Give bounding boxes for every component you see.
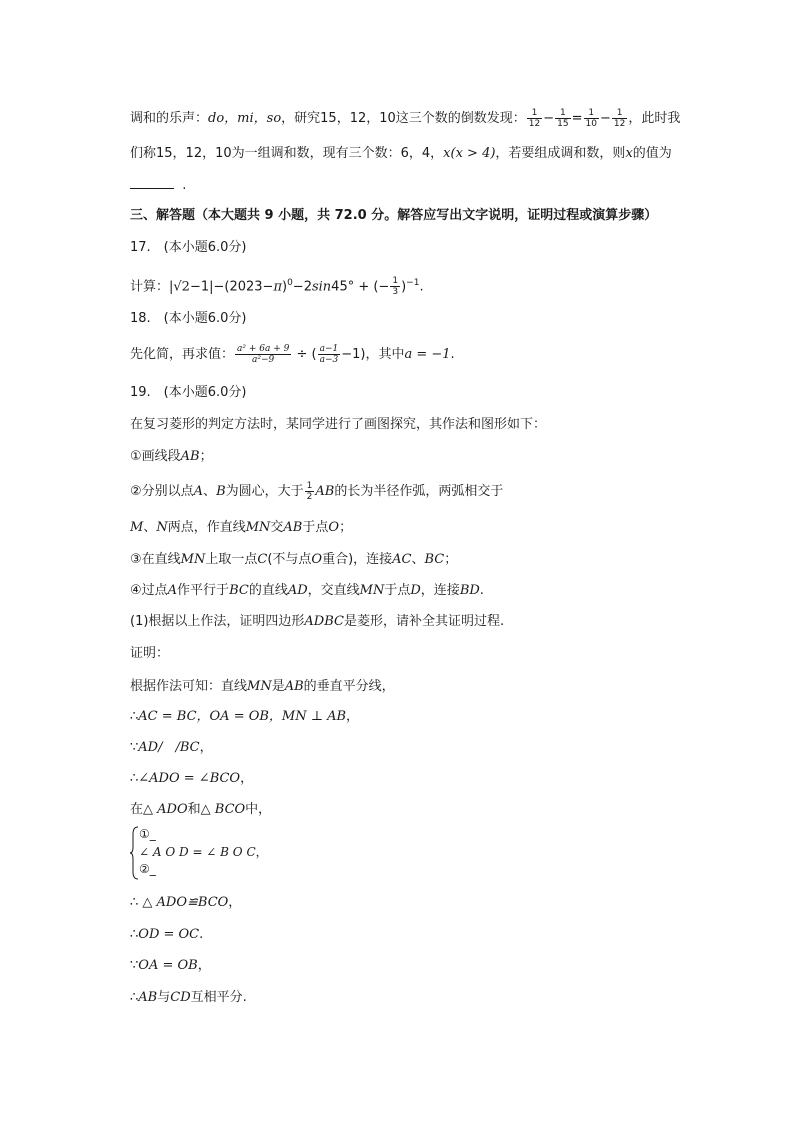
text: ∴ bbox=[130, 895, 143, 910]
math-var: AB bbox=[284, 679, 304, 694]
text: −1)，其中 bbox=[341, 347, 405, 362]
text: ∴ bbox=[130, 990, 139, 1005]
operator: − bbox=[543, 111, 555, 126]
fraction-1-3: $\frac{1}{3}$ bbox=[392, 276, 399, 298]
math-var: MN bbox=[180, 552, 206, 567]
text: ①画线段 bbox=[130, 449, 181, 464]
text: 45° + (− bbox=[331, 279, 390, 295]
math-var: AB bbox=[283, 520, 303, 535]
math-var: AD bbox=[287, 583, 308, 598]
question-18-body bbox=[130, 344, 455, 365]
text: 的长为半径作弧，两弧相交于 bbox=[334, 484, 504, 499]
text: ÷ ( bbox=[292, 347, 317, 362]
text: 重合)，连接 bbox=[322, 552, 393, 567]
proof-line-8 bbox=[130, 956, 211, 976]
text: 两点，作直线 bbox=[167, 520, 246, 535]
fraction-1-10: $\frac{1}{10}$ bbox=[585, 108, 597, 129]
math-var: O bbox=[311, 552, 323, 567]
system-row-3: ②_ bbox=[139, 862, 156, 876]
text: 的垂直平分线， bbox=[303, 679, 395, 694]
math-expr: ∠ A O D = ∠ B O C bbox=[139, 845, 256, 859]
proof-line-1 bbox=[130, 677, 395, 697]
question-18-header: 18. (本小题6.0分) bbox=[130, 311, 247, 326]
text: 作平行于 bbox=[177, 583, 230, 598]
sqrt: √2 bbox=[173, 279, 190, 295]
text: ； bbox=[444, 552, 458, 567]
text: ，研究15，12，10这三个数的倒数发现： bbox=[281, 111, 526, 126]
text: ， bbox=[240, 771, 254, 786]
text-line-harmonic-question bbox=[130, 144, 672, 164]
text: 的直线 bbox=[248, 583, 288, 598]
text: 交 bbox=[270, 520, 284, 535]
text: 根据作法可知：直线 bbox=[130, 679, 248, 694]
text: . bbox=[182, 178, 187, 193]
proof-line-2 bbox=[130, 707, 359, 727]
text: ， bbox=[228, 895, 242, 910]
fraction-1-2: $\frac{1}{2}$ bbox=[306, 481, 313, 502]
text: 互相平分. bbox=[190, 990, 247, 1005]
text: 的值为 bbox=[632, 146, 672, 161]
text: ) bbox=[401, 279, 407, 295]
text-line-harmonic-intro bbox=[130, 108, 680, 129]
text: ； bbox=[199, 449, 213, 464]
fraction-expr-2: $\frac{a-1}{a-3}$ bbox=[319, 344, 339, 365]
math-var: AB bbox=[180, 449, 200, 464]
text: 计算：| bbox=[130, 279, 174, 295]
math-var: AC bbox=[392, 552, 412, 567]
math-expr: ∠ADO = ∠BCO bbox=[138, 771, 241, 786]
math-expr: OD = OC bbox=[138, 927, 200, 942]
math-var: x(x > 4) bbox=[443, 146, 496, 161]
text: 、 bbox=[203, 484, 217, 499]
text: (1)根据以上作法，证明四边形 bbox=[130, 614, 305, 629]
step-1 bbox=[130, 447, 213, 467]
section-heading: 三、解答题（本大题共 9 小题，共 72.0 分。解答应写出文字说明，证明过程或演算步骤） bbox=[130, 208, 658, 223]
text: ， bbox=[346, 709, 360, 724]
text: ，连接 bbox=[420, 583, 460, 598]
text: 于点 bbox=[384, 583, 411, 598]
text: 为圆心，大于 bbox=[225, 484, 304, 499]
step-2-continued bbox=[130, 518, 352, 538]
text: . bbox=[419, 279, 424, 295]
math-func: sin bbox=[311, 279, 332, 295]
text: ； bbox=[339, 520, 353, 535]
fraction-1-12b: $\frac{1}{12}$ bbox=[613, 108, 626, 129]
text: ②分别以点 bbox=[130, 484, 194, 499]
text: ，交直线 bbox=[307, 583, 360, 598]
system-row-2 bbox=[139, 845, 268, 859]
math-var: MN bbox=[247, 679, 272, 694]
system-row-1: ①_ bbox=[139, 827, 156, 841]
part-1-prompt bbox=[130, 612, 504, 632]
math-var: AB bbox=[138, 990, 158, 1005]
math-expr: AD/ /BC bbox=[138, 740, 200, 755]
text: ∵ bbox=[130, 740, 139, 755]
text: −2 bbox=[292, 279, 312, 295]
fraction-expr-1: $\frac{\text{a² + 6a + 9}}{\text{a²−9}}$ bbox=[237, 344, 290, 365]
math-var: B bbox=[216, 484, 226, 499]
exponent: −1 bbox=[406, 278, 420, 288]
text: ④过点 bbox=[130, 583, 168, 598]
math-var: π bbox=[273, 279, 282, 295]
proof-line-9 bbox=[130, 988, 247, 1008]
math-expr: OA = OB bbox=[138, 958, 198, 973]
math-var: MN bbox=[359, 583, 385, 598]
math-var: O bbox=[328, 520, 340, 535]
text: 在 bbox=[130, 802, 144, 817]
math-var: CD bbox=[170, 990, 191, 1005]
text: 、 bbox=[411, 552, 425, 567]
math-var: A bbox=[193, 484, 204, 499]
text: 调和的乐声： bbox=[130, 111, 209, 126]
text: 们称15，12，10为一组调和数，现有三个数：6，4， bbox=[130, 146, 444, 161]
math-var: BC bbox=[424, 552, 445, 567]
text: 是 bbox=[271, 679, 285, 694]
math-var: x bbox=[625, 146, 633, 161]
step-4 bbox=[130, 581, 484, 601]
equation-system bbox=[130, 826, 290, 880]
text: 与 bbox=[157, 990, 171, 1005]
text: −1|−(2023− bbox=[189, 279, 274, 295]
math-var: N bbox=[156, 520, 168, 535]
solfege-vars: do，mi，so bbox=[208, 111, 282, 126]
proof-label: 证明： bbox=[130, 646, 170, 661]
text: . bbox=[479, 583, 484, 598]
step-2 bbox=[130, 481, 503, 502]
text: ) bbox=[281, 279, 288, 295]
fraction-1-15: $\frac{1}{15}$ bbox=[557, 108, 569, 129]
text: 中， bbox=[245, 802, 272, 817]
proof-line-4 bbox=[130, 769, 253, 789]
text: . bbox=[450, 347, 455, 362]
operator: = bbox=[571, 111, 583, 126]
text: ∴ bbox=[130, 771, 139, 786]
text: 是菱形，请补全其证明过程. bbox=[343, 614, 505, 629]
math-expr: △ BCO bbox=[200, 802, 246, 817]
question-19-header: 19. (本小题6.0分) bbox=[130, 385, 247, 400]
text: ， bbox=[197, 958, 211, 973]
math-var: D bbox=[410, 583, 421, 598]
step-3 bbox=[130, 550, 457, 570]
question-17-header: 17. (本小题6.0分) bbox=[130, 240, 247, 255]
math-var: BD bbox=[459, 583, 480, 598]
math-var: M bbox=[130, 520, 144, 535]
math-var: C bbox=[257, 552, 268, 567]
answer-blank bbox=[130, 176, 174, 189]
text: 先化简，再求值： bbox=[130, 347, 235, 362]
math-expr: a = −1 bbox=[404, 347, 451, 362]
fraction-1-12: $\frac{1}{12}$ bbox=[528, 108, 541, 129]
text: ，若要组成调和数，则 bbox=[495, 146, 626, 161]
proof-line-5 bbox=[130, 800, 271, 820]
proof-line-6 bbox=[130, 893, 241, 913]
text: (不与点 bbox=[267, 552, 312, 567]
math-var: BC bbox=[229, 583, 249, 598]
text: 、 bbox=[143, 520, 157, 535]
math-var: MN bbox=[245, 520, 271, 535]
operator: − bbox=[599, 111, 611, 126]
text: ∴ bbox=[130, 709, 139, 724]
text: 和 bbox=[187, 802, 201, 817]
text: ③在直线 bbox=[130, 552, 181, 567]
math-expr: △ ADO≌BCO bbox=[142, 895, 229, 910]
text: ∵ bbox=[130, 958, 139, 973]
math-expr: △ ADO bbox=[143, 802, 188, 817]
answer-blank-line bbox=[130, 176, 186, 196]
math-var: AB bbox=[315, 484, 335, 499]
question-19-intro: 在复习菱形的判定方法时，某同学进行了画图探究，其作法和图形如下： bbox=[130, 417, 547, 432]
text: 于点 bbox=[302, 520, 329, 535]
text: 上取一点 bbox=[205, 552, 258, 567]
question-17-body bbox=[130, 273, 424, 297]
proof-line-7 bbox=[130, 925, 203, 945]
text: ， bbox=[255, 845, 268, 859]
text: ， bbox=[199, 740, 213, 755]
text: . bbox=[199, 927, 204, 942]
math-var: A bbox=[167, 583, 178, 598]
math-var: ADBC bbox=[304, 614, 344, 629]
text: ∴ bbox=[130, 927, 139, 942]
math-expr: AC = BC，OA = OB，MN ⊥ AB bbox=[138, 709, 347, 724]
exponent: 0 bbox=[287, 278, 293, 288]
text: ，此时我 bbox=[628, 111, 681, 126]
proof-line-3 bbox=[130, 738, 213, 758]
